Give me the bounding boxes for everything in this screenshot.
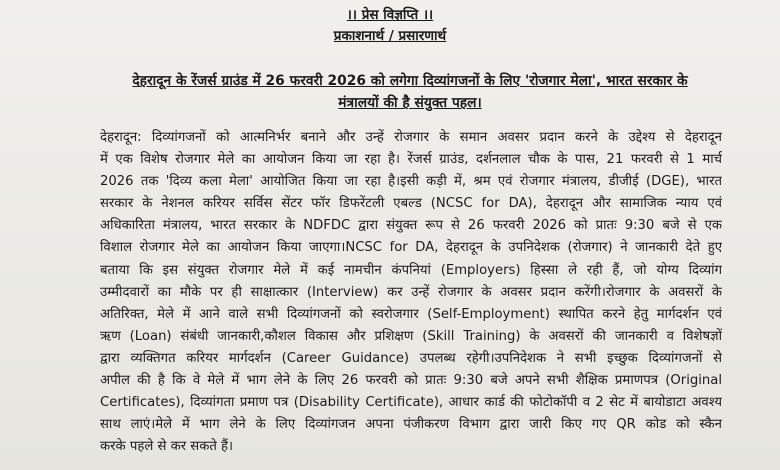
subkicker-text: प्रकाशनार्थ / प्रसारणार्थ	[333, 28, 447, 44]
press-release-subkicker	[0, 27, 780, 45]
body-line: करके पहले से कर सकते हैं।	[100, 439, 234, 455]
body-line: अधिकारिता मंत्रालय, भारत सरकार के NDFDC द्वारा संयुक्त रूप से 26 फरवरी 2026 को प्रातः 9:30 बजे से एक	[100, 218, 722, 234]
body-line: द्वारा व्यक्तिगत करियर मार्गदर्शन (Career Guidance) उपलब्ध रहेगी।उपनिदेशक ने सभी इच्छुक दिव्यांगजनों से	[100, 350, 722, 366]
kicker-text: ।। प्रेस विज्ञप्ति ।।	[346, 7, 434, 23]
body-line: देहरादून: दिव्यांगजनों को आत्मनिर्भर बनाने और उन्हें रोजगार के समान अवसर प्रदान करने के उद्देश्य से देहरादून	[100, 130, 722, 145]
body-line: विशाल रोजगार मेले का आयोजन किया जाएगा।NCSC for DA, देहरादून के उपनिदेशक (रोजगार) ने जानकारी देते हुए	[100, 240, 722, 256]
body-line: उम्मीदवारों का मौके पर ही साक्षात्कार (Interview) कर उन्हें रोजगार के अवसर प्रदान करेंगी।रोजगार के अवसरों के	[100, 284, 722, 300]
body-line: 2026 तक 'दिव्य कला मेला' आयोजित किया जा रहा है।इसी कड़ी में, श्रम एवं रोजगार मंत्रालय, डीजीई (DGE), भारत	[100, 174, 722, 190]
press-release-kicker	[0, 6, 780, 24]
body-line: अपील की है कि वे मेले में भाग लेने के लिए 26 फरवरी को प्रातः 9:30 बजे अपने सभी शैक्षिक प्रमाणपत्र (Original	[100, 373, 722, 389]
body-text	[100, 127, 722, 458]
headline-line-2: मंत्रालयों की है संयुक्त पहल।	[338, 95, 482, 111]
body-line: Certificates), दिव्यांगता प्रमाण पत्र (Disability Certificate), आधार कार्ड की फोटोकॉपी व 2 सेट में बायोडाटा अवश्य	[100, 395, 722, 411]
body-line: में एक विशेष रोजगार मेले का आयोजन किया जा रहा है। रेंजर्स ग्राउंड, दर्शनलाल चौक के पास, 21 फरवरी से 1 मार्च	[100, 152, 722, 168]
headline-line-1: देहरादून के रेंजर्स ग्राउंड में 26 फरवरी 2026 को लगेगा दिव्यांगजनों के लिए 'रोजगार मेला', भारत सरकार के	[132, 73, 688, 89]
headline	[100, 70, 720, 114]
body-line: ऋण (Loan) संबंधी जानकारी,कौशल विकास और प्रशिक्षण (Skill Training) के अवसरों की जानकारी व विशेषज्ञों	[100, 328, 722, 344]
body-line: बताया कि इस संयुक्त रोजगार मेले में कई नामचीन कंपनियां (Employers) हिस्सा ले रही हैं, जो योग्य दिव्यांग	[100, 262, 722, 278]
body-line: साथ लाएं।मेले में भाग लेने के लिए दिव्यांगजन अपना पंजीकरण विभाग द्वारा जारी किए गए QR कोड को स्कैन	[100, 417, 722, 433]
body-line: अतिरिक्त, मेले में आने वाले सभी दिव्यांगजनों को स्वरोजगार (Self-Employment) स्थापित करने हेतु मार्गदर्शन एवं	[100, 306, 722, 322]
body-line: सरकार के नेशनल करियर सर्विस सेंटर फॉर डिफरेंटली एबल्ड (NCSC for DA), देहरादून और सामाजिक न्याय एवं	[100, 196, 722, 212]
